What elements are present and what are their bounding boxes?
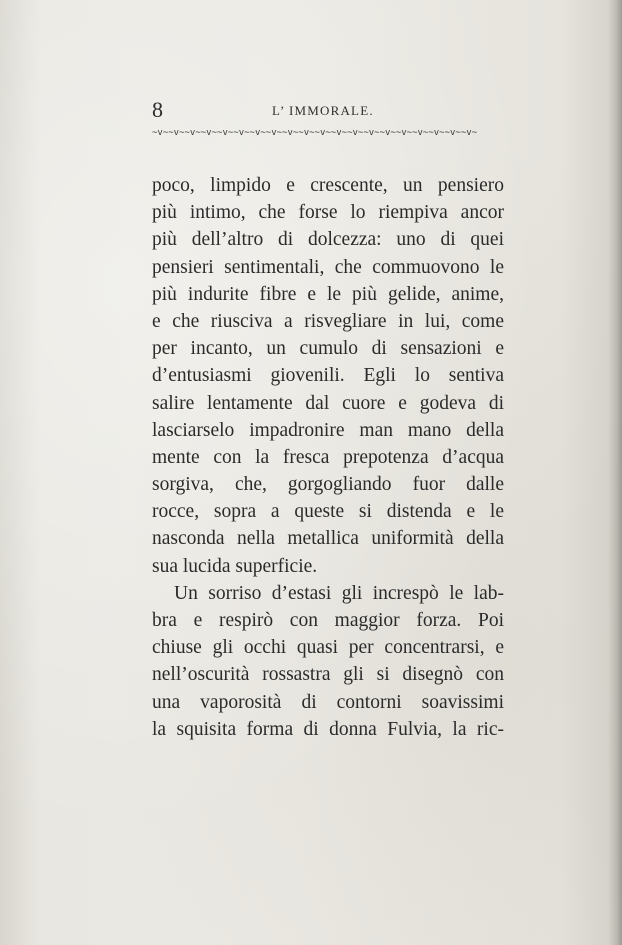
text-line: e che riusciva a risvegliare in lui, come — [152, 310, 504, 332]
text-line: una vaporosità di contorni soavissimi — [152, 691, 504, 713]
page-number: 8 — [152, 97, 163, 122]
paragraph-2 — [152, 580, 504, 743]
text-line: d’entusiasmi giovenili. Egli lo sentiva — [152, 365, 504, 387]
text-line: più dell’altro di dolcezza: uno di quei — [152, 229, 504, 251]
text-line: salire lentamente dal cuore e godeva di — [152, 392, 504, 414]
page-header — [152, 98, 502, 122]
text-line: per incanto, un cumulo di sensazioni e — [152, 338, 504, 360]
text-line: la squisita forma di donna Fulvia, la ric- — [152, 718, 504, 740]
text-line: chiuse gli occhi quasi per concentrarsi, e — [152, 637, 504, 659]
text-line: rocce, sopra a queste si distenda e le — [152, 501, 504, 523]
text-line: sorgiva, che, gorgogliando fuor dalle — [152, 474, 504, 496]
text-line: più intimo, che forse lo riempiva ancor — [152, 202, 504, 224]
text-line: bra e respirò con maggior forza. Poi — [152, 610, 504, 631]
body-text — [152, 172, 504, 743]
text-line: sua lucida superficie. — [152, 555, 318, 577]
text-line: più indurite fibre e le più gelide, anime, — [152, 283, 504, 305]
running-title: L’ IMMORALE. — [272, 103, 374, 118]
text-line: lasciarselo impadronire man mano della — [152, 419, 504, 441]
paragraph-1 — [152, 172, 504, 580]
page-edge-shadow — [608, 0, 622, 945]
text-line: mente con la fresca prepotenza d’acqua — [152, 446, 504, 468]
text-line: nell’oscurità rossastra gli si disegnò con — [152, 664, 504, 686]
text-line: poco, limpido e crescente, un pensiero — [152, 175, 504, 196]
text-line: nasconda nella metallica uniformità della — [152, 528, 504, 550]
ornament-glyphs: ~v~~v~~v~~v~~v~~v~~v~~v~~v~~v~~v~~v~~v~~v~~v~~v~~v~~v~~v~~v~ — [152, 128, 478, 138]
decorative-rule-icon — [152, 128, 504, 138]
text-line: Un sorriso d’estasi gli increspò le lab- — [174, 582, 504, 604]
text-line: pensieri sentimentali, che commuovono le — [152, 256, 504, 278]
